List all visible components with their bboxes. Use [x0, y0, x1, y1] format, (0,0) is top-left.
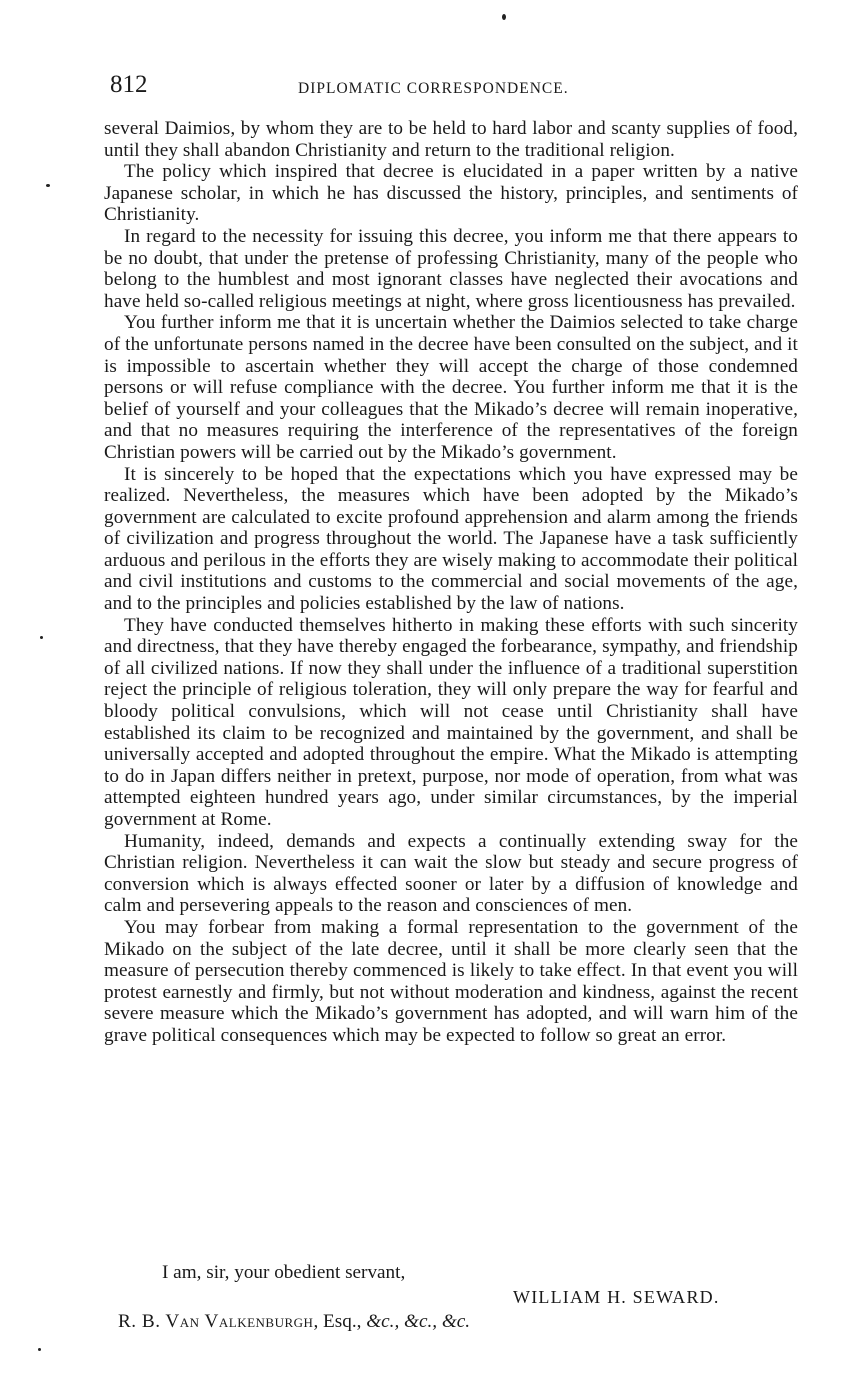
signature: WILLIAM H. SEWARD.	[513, 1287, 720, 1307]
scan-speck	[40, 636, 43, 639]
paragraph-1: several Daimios, by whom they are to be held to hard labor and scanty supplies of food, until they shall abandon Christianity and return to the traditional religion.	[104, 118, 798, 161]
running-title: DIPLOMATIC CORRESPONDENCE.	[298, 80, 569, 97]
paragraph-4: You further inform me that it is uncertain whether the Daimios selected to take charge of the unfortunate persons named in the decree have been consulted on the subject, and it is impossible to ascertain whether they will accept the charge of those condemned persons or will refuse compliance with the decree. You further inform me that it is the belief of yourself and your colleagues that the Mikado’s decree will remain inoperative, and that no measures requiring the interference of the representatives of the foreign Christian powers will be carried out by the Mikado’s government.	[104, 312, 798, 463]
scan-speck	[502, 14, 506, 20]
page-header	[110, 70, 800, 104]
paragraph-5: It is sincerely to be hoped that the expectations which you have expressed may be realized. Nevertheless, the measures which have been adopted by the Mikado’s government are calculated to excite profound apprehension and alarm among the friends of civilization and progress throughout the world. The Japanese have a task sufficiently arduous and perilous in the efforts they are wisely making to accommodate their political and civil institutions and customs to the commercial and social movements of the age, and to the principles and policies established by the law of nations.	[104, 463, 798, 615]
paragraph-6: They have conducted themselves hitherto in making these efforts with such sincerity and directness, that they have thereby engaged the forbearance, sympathy, and friendship of all civilized nations. If now they shall under the influence of a traditional superstition reject the principle of religious toleration, they will only prepare the way for fearful and bloody political convulsions, which will not cease until Christianity shall have established its claim to be recognized and maintained by the government, and shall be universally accepted and adopted throughout the empire. What the Mikado is attempting to do in Japan differs neither in pretext, purpose, nor mode of operation, from what was attempted eighteen hundred years ago, under similar circumstances, by the imperial government at Rome.	[104, 614, 798, 830]
page-number: 812	[110, 71, 148, 98]
letter-body	[104, 118, 798, 1047]
paragraph-3: In regard to the necessity for issuing this decree, you inform me that there appears to be no doubt, that under the pretense of professing Christianity, many of the people who belong to the humblest and most ignorant classes have neglected their avocations and have held so-called religious meetings at night, where gross licentiousness has prevailed.	[104, 225, 798, 312]
paragraph-7: Humanity, indeed, demands and expects a continually extending sway for the Christian religion. Nevertheless it can wait the slow but steady and secure progress of conversion which is always effected sooner or later by a diffusion of knowledge and calm and persevering appeals to the reason and consciences of men.	[104, 830, 798, 917]
paragraph-8: You may forbear from making a formal representation to the government of the Mikado on the subject of the late decree, until it shall be more clearly seen that the measure of persecution thereby commenced is likely to take effect. In that event you will protest earnestly and firmly, but not without moderation and kindness, against the recent severe measure which the Mikado’s government has adopted, and will warn him of the grave political consequences which may be expected to follow so great an error.	[104, 916, 798, 1046]
addressee-title: , Esq.,	[313, 1311, 367, 1332]
addressee-name: R. B. Van Valkenburgh	[118, 1311, 314, 1332]
scan-speck	[38, 1348, 41, 1351]
addressee	[118, 1310, 470, 1334]
addressee-etc: &c., &c., &c.	[366, 1311, 471, 1332]
scan-speck	[46, 184, 50, 187]
paragraph-2: The policy which inspired that decree is elucidated in a paper written by a native Japanese scholar, in which he has discussed the history, principles, and sentiments of Christianity.	[104, 161, 798, 226]
complimentary-close: I am, sir, your obedient servant,	[162, 1262, 406, 1283]
